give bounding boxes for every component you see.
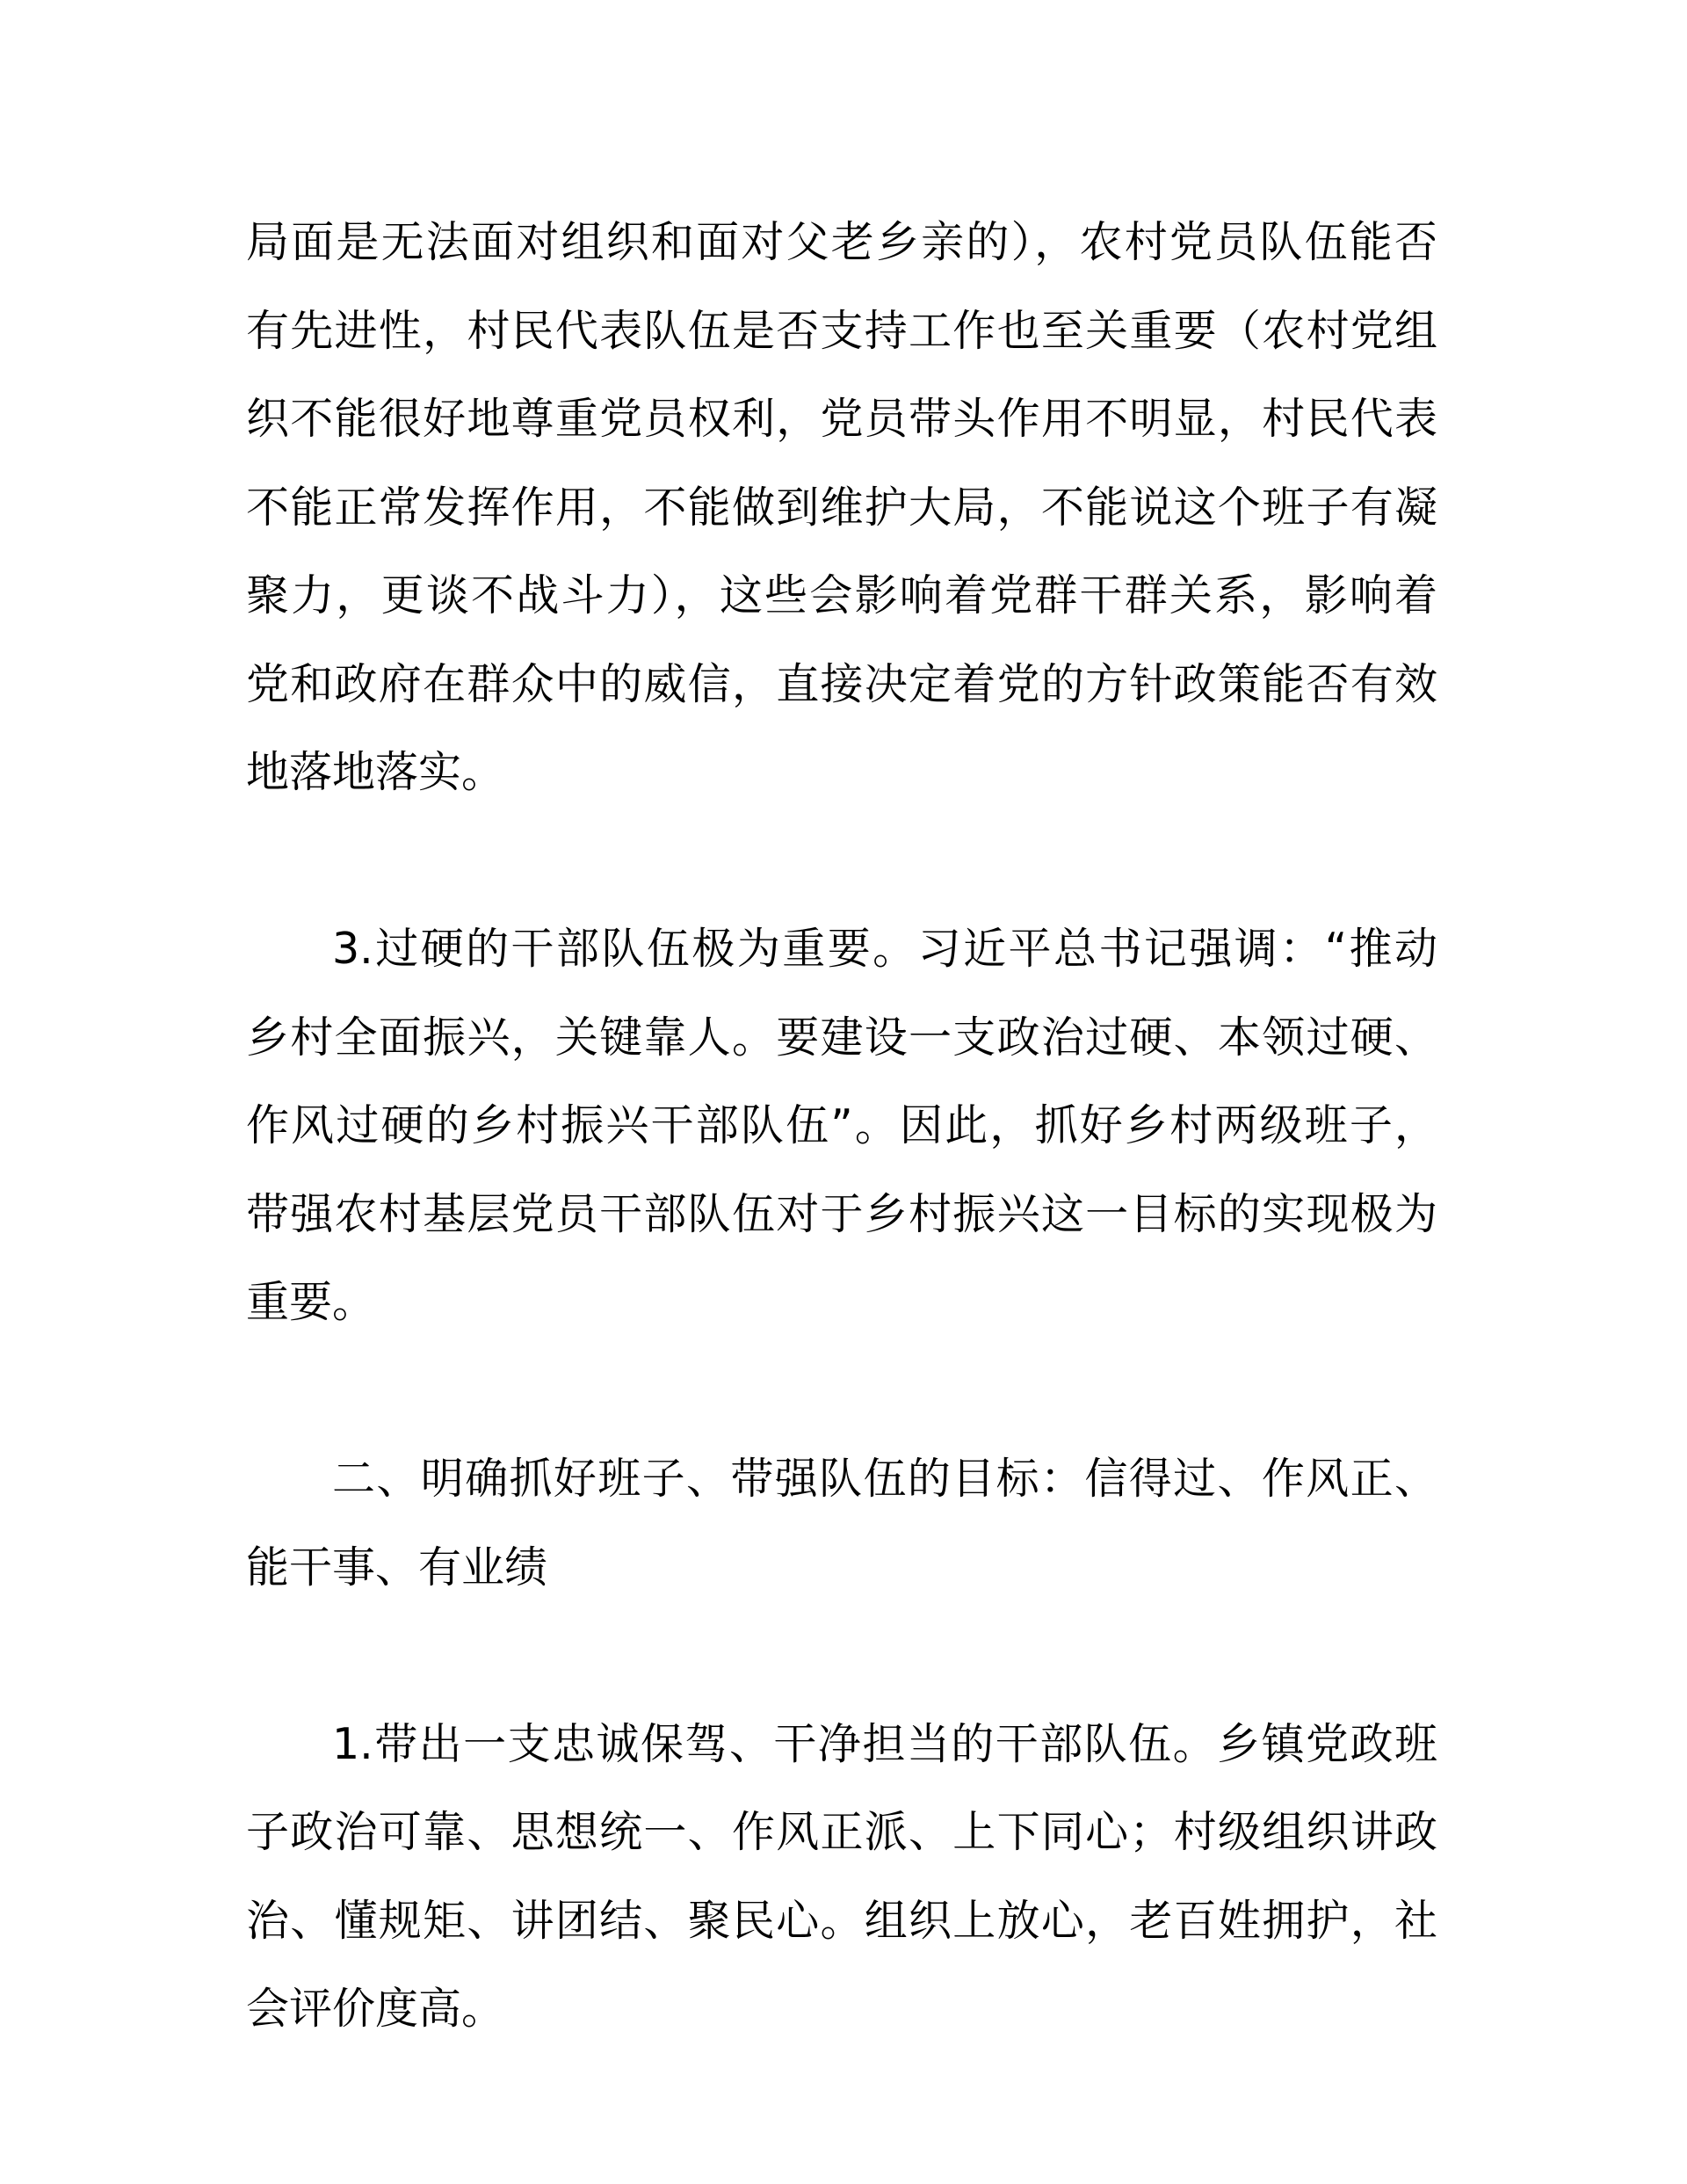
text-line: 带强农村基层党员干部队伍对于乡村振兴这一目标的实现极为 bbox=[246, 1188, 1437, 1239]
paragraph-spacer bbox=[246, 1612, 1437, 1701]
text-line: 二、明确抓好班子、带强队伍的目标：信得过、作风正、 bbox=[332, 1454, 1437, 1504]
text-line: 地落地落实。 bbox=[246, 747, 505, 797]
text-line: 治、懂规矩、讲团结、聚民心。组织上放心，老百姓拥护，社 bbox=[246, 1895, 1437, 1946]
text-line: 1.带出一支忠诚保驾、干净担当的干部队伍。乡镇党政班 bbox=[332, 1718, 1437, 1769]
text-line: 局面是无法面对组织和面对父老乡亲的），农村党员队伍能否 bbox=[246, 217, 1437, 267]
text-line: 不能正常发挥作用，不能做到维护大局，不能说这个班子有凝 bbox=[246, 482, 1437, 533]
paragraph-spacer bbox=[246, 1347, 1437, 1436]
text-line: 乡村全面振兴，关键靠人。要建设一支政治过硬、本领过硬、 bbox=[246, 1012, 1437, 1063]
section-heading bbox=[246, 1435, 1437, 1612]
paragraph-1 bbox=[246, 199, 1437, 817]
text-line: 聚力，更谈不战斗力），这些会影响着党群干群关系，影响着 bbox=[246, 570, 1437, 620]
paragraph-2 bbox=[246, 905, 1437, 1347]
text-line: 3.过硬的干部队伍极为重要。习近平总书记强调：“推动 bbox=[332, 924, 1437, 974]
text-line: 织不能很好地尊重党员权利，党员带头作用不明显，村民代表 bbox=[246, 394, 1437, 444]
text-line: 子政治可靠、思想统一、作风正派、上下同心；村级组织讲政 bbox=[246, 1807, 1437, 1857]
text-line: 作风过硬的乡村振兴干部队伍”。因此，抓好乡村两级班子， bbox=[246, 1100, 1437, 1150]
text-line: 党和政府在群众中的威信，直接决定着党的方针政策能否有效 bbox=[246, 658, 1437, 709]
text-line: 有先进性，村民代表队伍是否支持工作也至关重要（农村党组 bbox=[246, 305, 1437, 356]
text-line: 会评价度高。 bbox=[246, 1984, 505, 2034]
text-line: 能干事、有业绩 bbox=[246, 1542, 548, 1593]
paragraph-3 bbox=[246, 1701, 1437, 2054]
text-line: 重要。 bbox=[246, 1277, 376, 1327]
paragraph-spacer bbox=[246, 817, 1437, 906]
document-body bbox=[246, 199, 1437, 2054]
